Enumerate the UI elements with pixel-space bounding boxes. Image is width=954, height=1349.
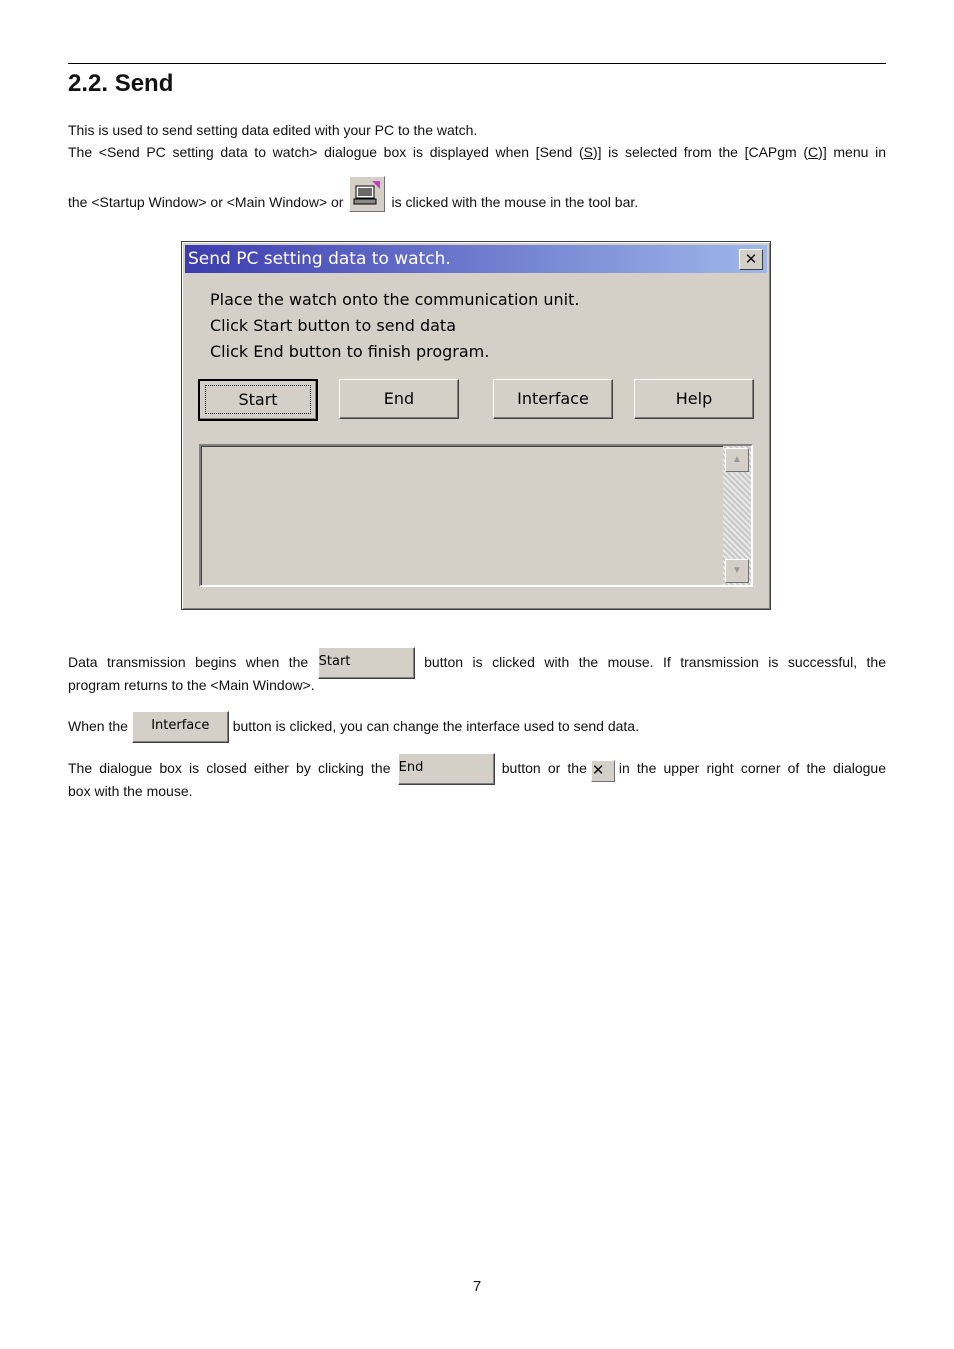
help-button[interactable]: Help [634,379,754,419]
dialog-message-2: Click Start button to send data [210,316,456,335]
end-button-inline: End [398,753,495,785]
scroll-up-icon[interactable]: ▲ [725,448,749,472]
close-x-icon: ✕ [591,760,615,782]
dialog-message-1: Place the watch onto the communication unit. [210,290,580,309]
body-para-1-cont: program returns to the <Main Window>. [68,677,315,693]
body-para-3-cont: box with the mouse. [68,783,193,799]
interface-button-inline: Interface [132,711,229,743]
end-button[interactable]: End [339,379,459,419]
interface-button[interactable]: Interface [493,379,613,419]
send-dialog [181,241,771,610]
dialog-titlebar[interactable] [185,245,767,273]
intro-line-1: This is used to send setting data edited with your PC to the watch. [68,122,478,138]
body-para-1: Data transmission begins when the Start button is clicked with the mouse. If transmission is successful, the [68,640,886,684]
page-number: 7 [472,1278,482,1295]
intro-line-3: the <Startup Window> or <Main Window> or is clicked with the mouse in the tool bar. [68,176,886,214]
scrollbar[interactable] [723,446,751,585]
intro-line-2: The <Send PC setting data to watch> dialogue box is displayed when [Send (S)] is selected from the [CAPgm (C)] menu in [68,144,886,160]
dialog-message-3: Click End button to finish program. [210,342,490,361]
send-to-watch-icon [349,176,385,212]
dialog-title: Send PC setting data to watch. [188,249,451,269]
header-rule [68,63,886,64]
start-button-inline: Start [318,647,415,679]
status-log[interactable] [199,444,753,587]
body-para-2: When the Interface button is clicked, you can change the interface used to send data. [68,704,886,748]
body-para-3: The dialogue box is closed either by clicking the End button or the ✕ in the upper right corner of the dialogue [68,746,886,790]
close-icon[interactable]: ✕ [739,249,763,270]
start-button[interactable]: Start [198,379,318,421]
scroll-down-icon[interactable]: ▼ [725,559,749,583]
section-heading: 2.2. Send [68,70,174,97]
